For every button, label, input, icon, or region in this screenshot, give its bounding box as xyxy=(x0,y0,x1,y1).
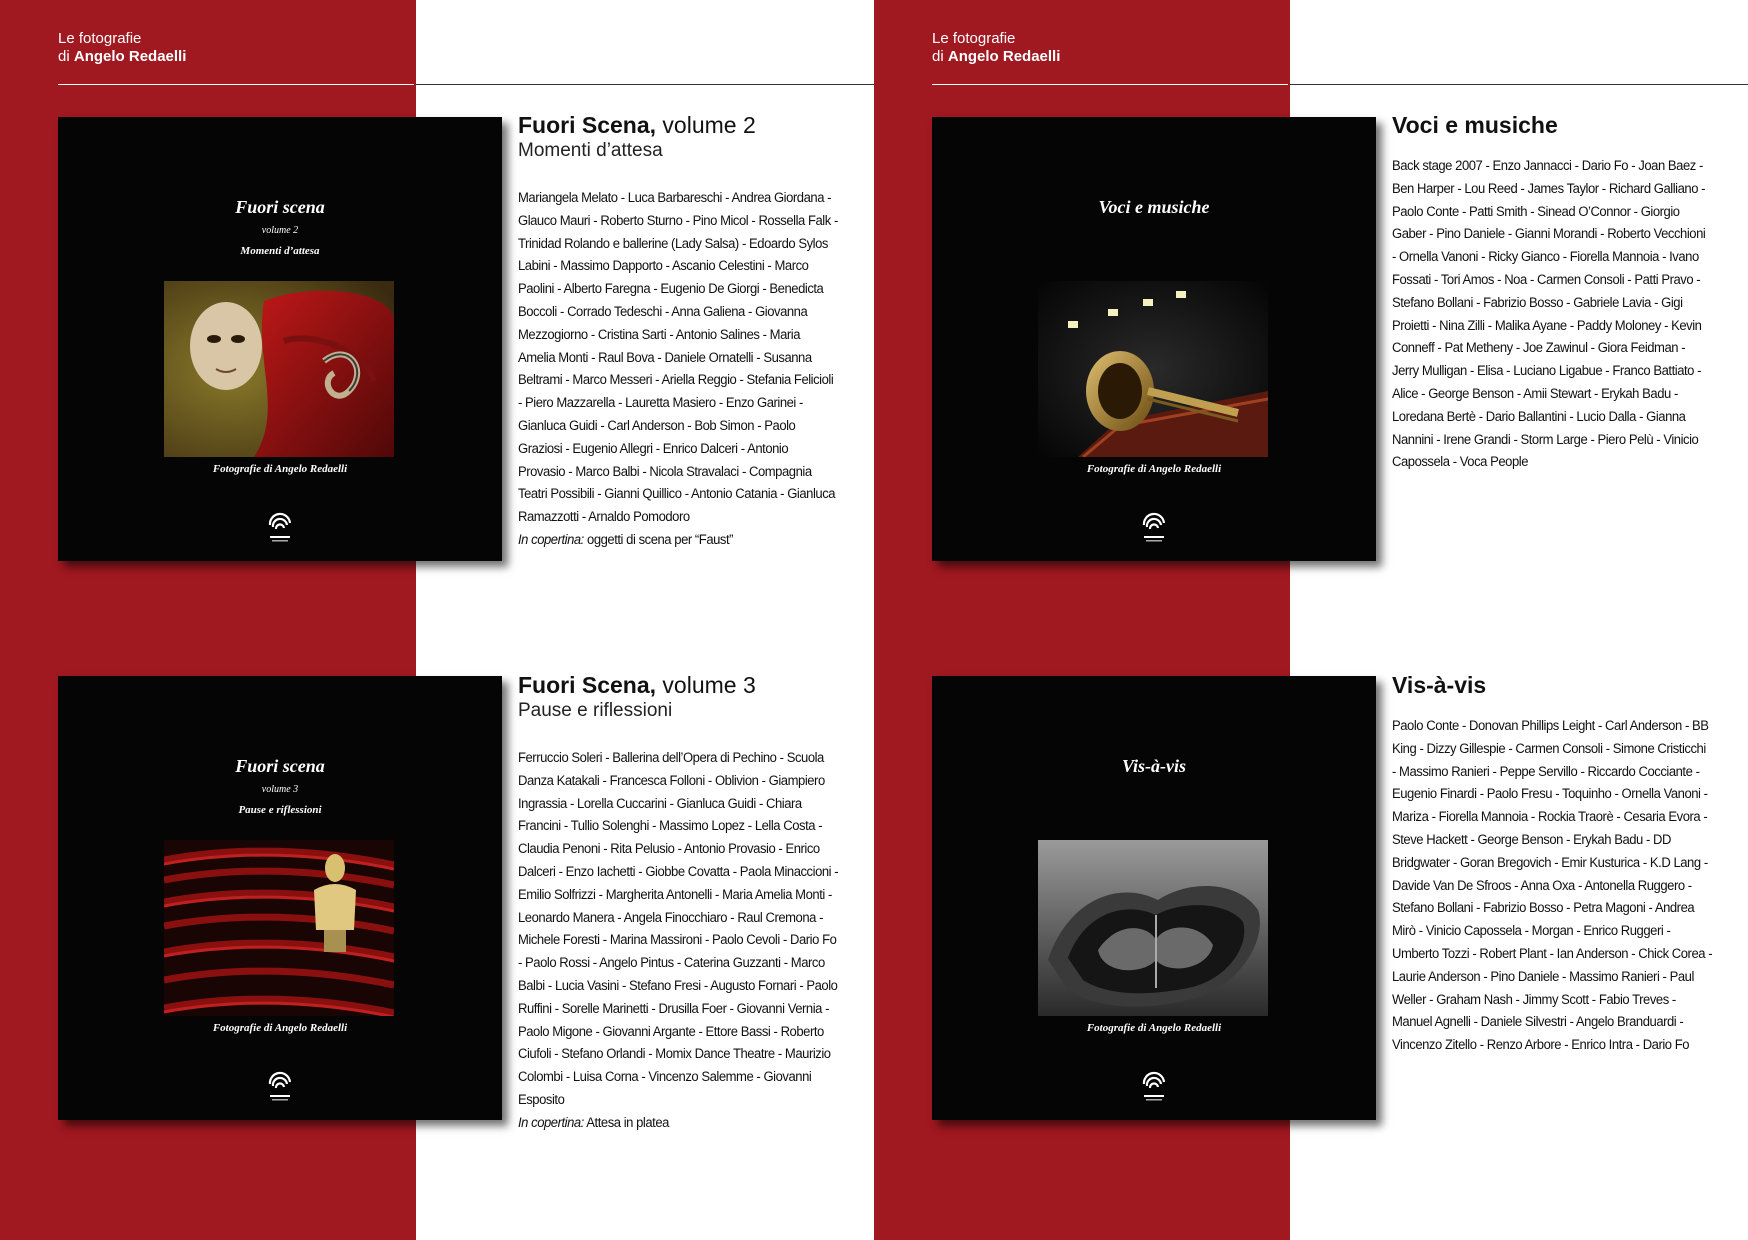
header-author: Angelo Redaelli xyxy=(947,48,1061,65)
cover-photo-instrument xyxy=(1038,281,1268,457)
publisher-logo-icon xyxy=(266,1068,294,1102)
book-subtitle: Pause e riflessioni xyxy=(518,700,673,721)
header-rule xyxy=(932,84,1288,85)
cover-photo-mask xyxy=(164,281,394,457)
page-header xyxy=(58,30,186,66)
cover-note: In copertina: Attesa in platea xyxy=(518,1114,669,1131)
cover-title: Fuori scena xyxy=(235,197,325,217)
book-description-fuori-scena-2 xyxy=(518,111,838,552)
cover-credit: Fotografie di Angelo Redaelli xyxy=(1086,463,1222,475)
cover-title: Fuori scena xyxy=(235,756,325,776)
book-cover-fuori-scena-2 xyxy=(58,117,502,561)
book-title: Fuori Scena, volume 2 xyxy=(518,112,756,138)
header-line2: di Angelo Redaelli xyxy=(58,48,187,65)
book-cover-vis-a-vis xyxy=(932,676,1376,1120)
names-list: Mariangela Melato - Luca Barbareschi - Andrea Giordana - Glauco Mauri - Roberto Sturno - Pino Micol - Rossella Falk - Trinidad Rolando e ballerine (Lady Salsa) - Edoardo Sylos Labini - Massimo Dapporto - Ascanio Celestini - Marco Paolini - Alberto Faregna - Eugenio De Giorgi - Benedicta Boccoli - Corrado Tedeschi - Anna Galiena - Giovanna Mezzogiorno - Cristina Sarti - Antonio Salines - Maria Amelia Monti - Raul Bova - Daniele Ornatelli - Susanna Beltrami - Marco Messeri - Ariella Reggio - Stefania Felicioli - Piero Mazzarella - Lauretta Masiero - Enzo Garinei - Gianluca Guidi - Carl Anderson - Bob Simon - Paolo Graziosi - Eugenio Allegri - Enrico Dalceri - Antonio Provasio - Marco Balbi - Nicola Stravalaci - Compagnia Teatri Possibili - Gianni Quillico - Antonio Catania - Gianluca Ramazzotti - Arnaldo Pomodoro xyxy=(518,190,838,526)
book-cover-voci-e-musiche xyxy=(932,117,1376,561)
book-description-fuori-scena-3 xyxy=(518,671,838,1135)
cover-volume: volume 3 xyxy=(261,784,299,795)
right-page xyxy=(874,0,1748,1240)
header-line1: Le fotografie xyxy=(58,30,142,47)
book-cover-fuori-scena-3 xyxy=(58,676,502,1120)
cover-subtitle: Pause e riflessioni xyxy=(238,804,322,816)
cover-credit: Fotografie di Angelo Redaelli xyxy=(1086,1022,1222,1034)
cover-title: Vis-à-vis xyxy=(1121,756,1186,776)
page-header xyxy=(932,30,1060,66)
header-author: Angelo Redaelli xyxy=(73,48,187,65)
cover-photo-theatre xyxy=(164,840,394,1016)
cover-note: In copertina: oggetti di scena per “Faust” xyxy=(518,531,734,548)
header-rule-extension xyxy=(1290,84,1748,85)
cover-credit: Fotografie di Angelo Redaelli xyxy=(212,463,348,475)
names-list: Ferruccio Soleri - Ballerina dell’Opera di Pechino - Scuola Danza Katakali - Francesca Folloni - Oblivion - Giampiero Ingrassia - Lorella Cuccarini - Gianluca Guidi - Chiara Francini - Tullio Solenghi - Massimo Lopez - Lella Costa - Claudia Penoni - Rita Pelusio - Antonio Provasio - Enrico Dalceri - Enzo Iachetti - Giobbe Covatta - Paola Minaccioni - Emilio Solfrizzi - Margherita Antonelli - Maria Amelia Monti - Leonardo Manera - Angela Finocchiaro - Raul Cremona - Michele Foresti - Marina Massironi - Paolo Cevoli - Dario Fo - Paolo Rossi - Angelo Pintus - Caterina Guzzanti - Marco Balbi - Lucia Vasini - Stefano Fresi - Augusto Fornari - Paolo Ruffini - Sorelle Marinetti - Drusilla Foer - Giovanni Vernia - Paolo Migone - Giovanni Argante - Ettore Bassi - Roberto Ciufoli - Stefano Orlandi - Momix Dance Theatre - Maurizio Colombi - Luisa Corna - Vincenzo Salemme - Giovanni Esposito xyxy=(518,750,839,1108)
cover-volume: volume 2 xyxy=(261,225,299,236)
cover-credit: Fotografie di Angelo Redaelli xyxy=(212,1022,348,1034)
book-description-voci-e-musiche xyxy=(1392,111,1712,474)
header-rule-extension xyxy=(416,84,874,85)
names-list: Paolo Conte - Donovan Phillips Leight - Carl Anderson - BB King - Dizzy Gillespie - Carmen Consoli - Simone Cristicchi - Massimo Ranieri - Peppe Servillo - Riccardo Cocciante - Eugenio Finardi - Paolo Fresu - Toquinho - Ornella Vanoni - Mariza - Fiorella Mannoia - Rockia Traorè - Cesaria Evora -Steve Hackett - George Benson - Erykah Badu - DD Bridgwater - Goran Bregovich - Emir Kusturica - K.D Lang - Davide Van De Sfroos - Anna Oxa - Antonella Ruggero - Stefano Bollani - Fabrizio Bosso - Petra Magoni - Andrea Mirò - Vinicio Capossela - Morgan - Enrico Ruggeri - Umberto Tozzi - Robert Plant - Ian Anderson - Chick Corea - Laurie Anderson - Pino Daniele - Massimo Ranieri - Paul Weller - Graham Nash - Jimmy Scott - Fabio Treves - Manuel Agnelli - Daniele Silvestri - Angelo Branduardi - Vincenzo Zitello - Renzo Arbore - Enrico Intra - Dario Fo xyxy=(1392,718,1713,1054)
book-title: Vis-à-vis xyxy=(1392,672,1487,698)
cover-photo-violin-case xyxy=(1038,840,1268,1016)
names-list: Back stage 2007 - Enzo Jannacci - Dario Fo - Joan Baez - Ben Harper - Lou Reed - James Taylor - Richard Galliano - Paolo Conte - Patti Smith - Sinead O’Connor - Giorgio Gaber - Pino Daniele - Gianni Morandi - Roberto Vecchioni - Ornella Vanoni - Ricky Gianco - Fiorella Mannoia - Ivano Fossati - Tori Amos - Noa - Carmen Consoli - Patti Pravo - Stefano Bollani - Fabrizio Bosso - Gabriele Lavia - Gigi Proietti - Nina Zilli - Malika Ayane - Paddy Moloney - Kevin Conneff - Pat Metheny - Joe Zawinul - Giora Feidman - Jerry Mulligan - Elisa - Luciano Ligabue - Franco Battiato - Alice - George Benson - Amii Stewart - Erykah Badu - Loredana Bertè - Dario Ballantini - Lucio Dalla - Gianna Nannini - Irene Grandi - Storm Large - Piero Pelù - Vinicio Capossela - Voca People xyxy=(1392,158,1706,471)
book-title: Fuori Scena, volume 3 xyxy=(518,672,756,698)
cover-title: Voci e musiche xyxy=(1098,197,1210,217)
header-rule xyxy=(58,84,414,85)
book-title: Voci e musiche xyxy=(1392,112,1558,138)
book-subtitle: Momenti d’attesa xyxy=(518,140,663,161)
header-line1: Le fotografie xyxy=(932,30,1016,47)
publisher-logo-icon xyxy=(1140,1068,1168,1102)
publisher-logo-icon xyxy=(1140,509,1168,543)
cover-subtitle: Momenti d’attesa xyxy=(240,245,320,257)
publisher-logo-icon xyxy=(266,509,294,543)
book-description-vis-a-vis xyxy=(1392,671,1712,1057)
header-line2: di Angelo Redaelli xyxy=(932,48,1061,65)
